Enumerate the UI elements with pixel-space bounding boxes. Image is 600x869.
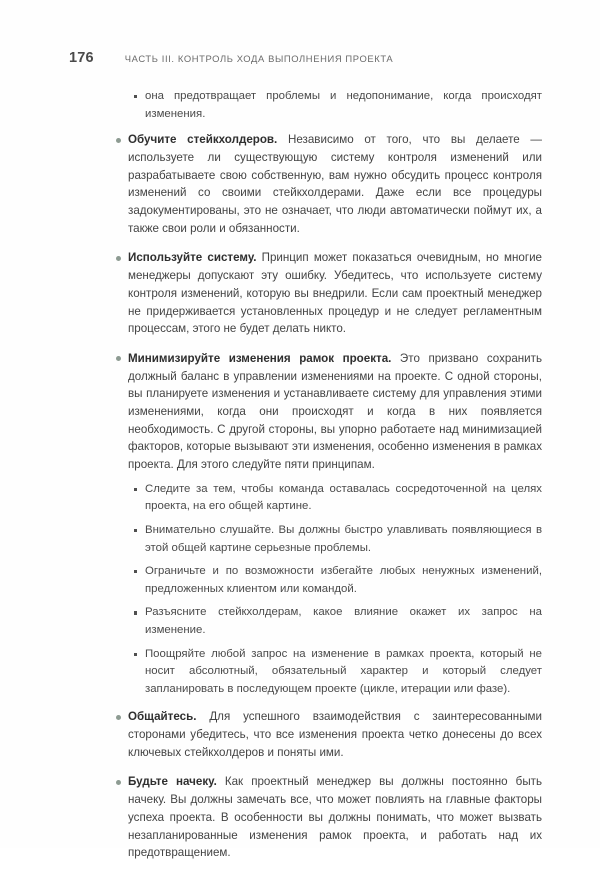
list-item-text: она предотвращает проблемы и недопонимание, когда происходят изменения. <box>145 90 542 120</box>
round-bullet-icon <box>116 715 121 720</box>
round-bullet-icon <box>116 138 121 143</box>
list-item-text: Внимательно слушайте. Вы должны быстро улавливать появляющиеся в этой общей картине серьезные проблемы. <box>145 524 542 554</box>
round-bullet-icon <box>116 780 121 785</box>
running-head-title: ЧАСТЬ III. КОНТРОЛЬ ХОДА ВЫПОЛНЕНИЯ ПРОЕКТА <box>124 53 394 64</box>
bullet-lead-in: Используйте систему. <box>128 251 257 265</box>
list-item <box>116 249 542 338</box>
list-item <box>134 646 542 699</box>
list-item <box>116 350 542 698</box>
page-number: 176 <box>69 50 94 66</box>
bullet-body-text: Принцип может показаться очевидным, но многие менеджеры допускают эту ошибку. Убедитесь, что используете систему контроля изменений, которую вы внедрили. Если сам проектный менеджер не придерживается установленных процедур и не следует регламентным процессам, этого не будет делать никто. <box>128 251 542 336</box>
list-item-text: Следите за тем, чтобы команда оставалась сосредоточенной на целях проекта, на его общей картине. <box>145 482 542 513</box>
main-bullet-list <box>116 131 542 862</box>
square-bullet-icon <box>134 653 137 656</box>
list-item-text: Разъясните стейкхолдерам, какое влияние окажет их запрос на изменение. <box>145 606 542 636</box>
nested-bullet-list <box>128 481 542 699</box>
round-bullet-icon <box>116 256 121 261</box>
continued-sublist <box>116 88 542 123</box>
list-item <box>134 604 542 639</box>
square-bullet-icon <box>134 95 137 98</box>
square-bullet-icon <box>134 611 137 614</box>
round-bullet-icon <box>116 356 121 361</box>
bullet-lead-in: Минимизируйте изменения рамок проекта. <box>128 351 392 365</box>
text-column <box>116 88 542 869</box>
list-item-text: Поощряйте любой запрос на изменение в рамках проекта, который не носит абсолютный, обязательный характер и который следует запланировать в последующем проекте (цикле, итерации или фазе). <box>145 647 542 695</box>
bullet-body-text: Это призвано сохранить должный баланс в управлении изменениями на проекте. С одной стороны, вы планируете изменения и устанавливаете систему для управления этими изменениями, когда они происходят и когда в них появляется необходимость. С другой стороны, вы упорно работаете над минимизацией факторов, которые вызывают эти изменения, особенно изменения в рамках проекта. Для этого следуйте пяти принципам. <box>128 351 543 472</box>
bullet-lead-in: Общайтесь. <box>128 710 197 724</box>
square-bullet-icon <box>134 488 137 491</box>
bullet-body-text: Для успешного взаимодействия с заинтересованными сторонами убедитесь, что все изменения проекта четко донесены до всех ключевых стейкхолдеров и поняты ими. <box>128 710 542 759</box>
bullet-body-text: Как проектный менеджер вы должны постоянно быть начеку. Вы должны замечать все, что может повлиять на главные факторы успеха проекта. В особенности вы должны понимать, что может вызвать незапланированные изменения рамок проекта, и работать над их предотвращением. <box>128 775 542 860</box>
square-bullet-icon <box>134 570 137 573</box>
bullet-lead-in: Будьте начеку. <box>128 775 217 789</box>
list-item <box>134 563 542 598</box>
list-item <box>134 522 542 557</box>
list-item-text: Ограничьте и по возможности избегайте любых ненужных изменений, предложенных клиентом или командой. <box>145 565 542 595</box>
list-item <box>134 481 542 516</box>
square-bullet-icon <box>134 529 137 532</box>
bullet-lead-in: Обучите стейкхолдеров. <box>128 133 278 147</box>
list-item <box>116 708 542 761</box>
running-head <box>0 50 600 72</box>
list-item <box>134 88 542 123</box>
list-item <box>116 773 542 862</box>
list-item <box>116 131 542 237</box>
bullet-body-text: Независимо от того, что вы делаете — используете ли существующую систему контроля изменений или разрабатываете свою собственную, вам нужно обсудить процесс контроля изменений со своими стейкхолдерами. Даже если все процедуры задокументированы, это не означает, что люди автоматически поймут их, а также свои роли и обязанности. <box>128 133 542 235</box>
